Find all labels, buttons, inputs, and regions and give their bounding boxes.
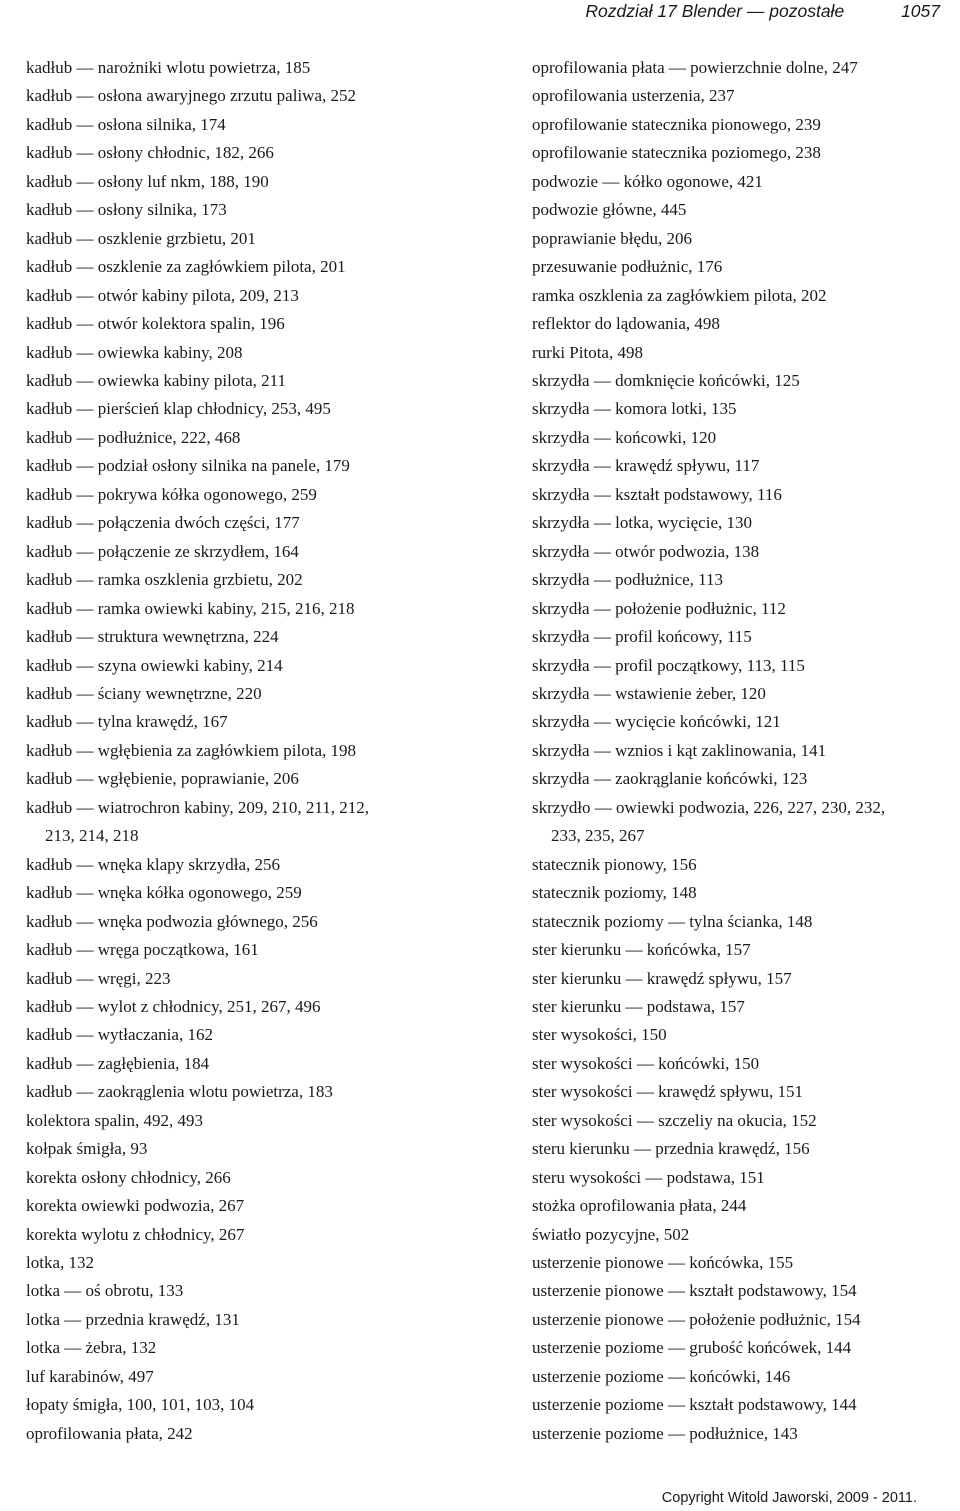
index-entry-text: ster wysokości — końcówki, 150 [532, 1053, 760, 1073]
index-entry [26, 1306, 496, 1334]
index-entry [532, 993, 942, 1021]
index-entry [532, 1192, 942, 1220]
index-entry [532, 168, 942, 196]
index-entry-text: usterzenie pionowe — położenie podłużnic, 154 [532, 1309, 861, 1329]
index-entry-text: kadłub — wylot z chłodnicy, 251, 267, 496 [26, 996, 321, 1016]
index-entry-text: kadłub — osłona awaryjnego zrzutu paliwa, 252 [26, 86, 356, 106]
index-entry [26, 54, 496, 82]
index-entry-text: usterzenie poziome — kształt podstawowy, 144 [532, 1395, 857, 1415]
index-entry-text: statecznik poziomy, 148 [532, 883, 697, 903]
index-entry-text: lotka — przednia krawędź, 131 [26, 1309, 240, 1329]
index-entry [26, 1363, 496, 1391]
index-entry [26, 395, 496, 423]
index-entry [532, 82, 942, 110]
index-entry-text: ster wysokości, 150 [532, 1025, 667, 1045]
index-entry-text: oprofilowanie statecznika pionowego, 239 [532, 114, 821, 134]
index-entry [26, 481, 496, 509]
index-entry [532, 595, 942, 623]
index-entry [26, 680, 496, 708]
index-entry-text: kołpak śmigła, 93 [26, 1139, 148, 1159]
index-entry [532, 196, 942, 224]
index-entry [532, 424, 942, 452]
index-entry-text: oprofilowanie statecznika poziomego, 238 [532, 143, 821, 163]
index-entry [26, 851, 496, 879]
index-entry [26, 310, 496, 338]
index-entry-text: kadłub — wiatrochron kabiny, 209, 210, 211, 212, [26, 797, 369, 817]
index-entry-text: kadłub — ramka oszklenia grzbietu, 202 [26, 570, 303, 590]
index-entry-text: kadłub — osłony chłodnic, 182, 266 [26, 143, 274, 163]
index-column-left [26, 54, 496, 1448]
index-entry-text: skrzydła — podłużnice, 113 [532, 570, 724, 590]
index-entry-text: skrzydło — owiewki podwozia, 226, 227, 230, 232, [532, 797, 886, 817]
index-entry [26, 282, 496, 310]
index-entry-text: ramka oszklenia za zagłówkiem pilota, 202 [532, 285, 827, 305]
index-entry [26, 367, 496, 395]
index-entry [532, 623, 942, 651]
index-entry [532, 1334, 942, 1362]
index-entry-text: skrzydła — kształt podstawowy, 116 [532, 484, 782, 504]
index-entry-text: kadłub — tylna krawędź, 167 [26, 712, 228, 732]
index-entry-text: kadłub — otwór kabiny pilota, 209, 213 [26, 285, 299, 305]
index-entry-text: korekta wylotu z chłodnicy, 267 [26, 1224, 245, 1244]
index-entry-text: kadłub — oszklenie grzbietu, 201 [26, 228, 256, 248]
index-entry-text: skrzydła — wstawienie żeber, 120 [532, 683, 766, 703]
index-entry-text: oprofilowania płata — powierzchnie dolne, 247 [532, 58, 858, 77]
index-entry-text: kadłub — pierścień klap chłodnicy, 253, 495 [26, 399, 331, 419]
index-entry-text: steru kierunku — przednia krawędź, 156 [532, 1139, 810, 1159]
index-entry [26, 225, 496, 253]
index-entry [532, 310, 942, 338]
index-entry [26, 566, 496, 594]
index-entry-text: skrzydła — zaokrąglanie końcówki, 123 [532, 769, 808, 789]
index-entry [532, 1135, 942, 1163]
index-entry [532, 1249, 942, 1277]
index-entry [26, 1391, 496, 1419]
index-entry-text: ster kierunku — podstawa, 157 [532, 996, 745, 1016]
index-entry-text: ster wysokości — szczeliy na okucia, 152 [532, 1110, 817, 1130]
index-entry [532, 851, 942, 879]
index-entry-text: ster wysokości — krawędź spływu, 151 [532, 1082, 804, 1102]
index-entry [532, 1221, 942, 1249]
index-entry [26, 139, 496, 167]
index-entry-text: kadłub — osłona silnika, 174 [26, 114, 226, 134]
index-entry [26, 111, 496, 139]
index-entry-text: kadłub — połączenia dwóch części, 177 [26, 513, 300, 533]
index-entry-text: kadłub — ramka owiewki kabiny, 215, 216, 218 [26, 598, 355, 618]
index-entry-text: skrzydła — krawędź spływu, 117 [532, 456, 760, 476]
index-entry [26, 1050, 496, 1078]
index-entry [26, 339, 496, 367]
index-entry-text: usterzenie pionowe — kształt podstawowy, 154 [532, 1281, 857, 1301]
index-entry [532, 367, 942, 395]
index-entry-text: kadłub — wgłębienia za zagłówkiem pilota, 198 [26, 740, 356, 760]
index-entry [26, 538, 496, 566]
index-entry [532, 965, 942, 993]
index-entry-text: kadłub — struktura wewnętrzna, 224 [26, 627, 279, 647]
index-entry [532, 282, 942, 310]
index-entry-continuation: 233, 235, 267 [551, 826, 645, 846]
index-entry-text: kadłub — otwór kolektora spalin, 196 [26, 314, 285, 334]
index-entry-text: kadłub — wnęka klapy skrzydła, 256 [26, 854, 280, 874]
index-entry [26, 993, 496, 1021]
index-entry-text: kadłub — osłony luf nkm, 188, 190 [26, 171, 269, 191]
index-entry [532, 1420, 942, 1448]
index-entry-text: kadłub — pokrywa kółka ogonowego, 259 [26, 484, 317, 504]
index-entry-text: lotka, 132 [26, 1253, 94, 1273]
index-entry-text: skrzydła — lotka, wycięcie, 130 [532, 513, 752, 533]
index-entry-text: skrzydła — profil końcowy, 115 [532, 627, 752, 647]
index-column-right [532, 54, 942, 1448]
index-entry [532, 481, 942, 509]
index-entry [26, 908, 496, 936]
index-entry-text: kadłub — zaokrąglenia wlotu powietrza, 183 [26, 1082, 333, 1102]
index-entry [26, 1221, 496, 1249]
index-entry-text: rurki Pitota, 498 [532, 342, 643, 362]
index-entry-text: ster kierunku — krawędź spływu, 157 [532, 968, 792, 988]
index-entry [26, 652, 496, 680]
index-entry [532, 794, 942, 851]
page-number: 1057 [901, 1, 940, 21]
index-entry [26, 1135, 496, 1163]
index-entry [26, 879, 496, 907]
index-entry [532, 225, 942, 253]
index-entry-text: kadłub — wytłaczania, 162 [26, 1025, 213, 1045]
index-entry-text: statecznik poziomy — tylna ścianka, 148 [532, 911, 813, 931]
index-entry-text: skrzydła — wznios i kąt zaklinowania, 141 [532, 740, 827, 760]
index-entry [532, 1078, 942, 1106]
index-entry [532, 879, 942, 907]
index-entry [532, 538, 942, 566]
index-entry-text: kadłub — ściany wewnętrzne, 220 [26, 683, 262, 703]
index-entry [26, 1420, 496, 1448]
index-entry-text: korekta owiewki podwozia, 267 [26, 1196, 245, 1216]
index-entry [532, 395, 942, 423]
index-entry-text: kadłub — wręgi, 223 [26, 968, 171, 988]
index-entry [26, 1021, 496, 1049]
index-entry [532, 139, 942, 167]
index-entry-text: skrzydła — otwór podwozia, 138 [532, 541, 760, 561]
index-entry-continuation: 213, 214, 218 [45, 826, 139, 846]
index-entry-text: kadłub — zagłębienia, 184 [26, 1053, 210, 1073]
index-entry [532, 566, 942, 594]
index-entry [26, 253, 496, 281]
index-entry-text: kadłub — narożniki wlotu powietrza, 185 [26, 58, 311, 77]
index-entry [26, 708, 496, 736]
index-entry-text: lotka — oś obrotu, 133 [26, 1281, 184, 1301]
index-entry [26, 737, 496, 765]
index-entry [532, 680, 942, 708]
index-entry-text: kadłub — wnęka podwozia głównego, 256 [26, 911, 318, 931]
index-entry [532, 339, 942, 367]
index-entry [26, 1249, 496, 1277]
index-entry-text: kolektora spalin, 492, 493 [26, 1110, 204, 1130]
index-entry [26, 794, 496, 851]
index-entry-text: światło pozycyjne, 502 [532, 1224, 690, 1244]
index-entry-text: przesuwanie podłużnic, 176 [532, 257, 723, 277]
index-entry [532, 1107, 942, 1135]
index-entry [532, 253, 942, 281]
index-entry-text: kadłub — wnęka kółka ogonowego, 259 [26, 883, 302, 903]
index-entry [26, 1107, 496, 1135]
index-entry [26, 424, 496, 452]
index-entry [26, 595, 496, 623]
index-entry-text: skrzydła — profil początkowy, 113, 115 [532, 655, 805, 675]
index-entry [532, 908, 942, 936]
index-entry [26, 1334, 496, 1362]
page-header [585, 0, 940, 24]
index-entry-text: oprofilowania płata, 242 [26, 1423, 193, 1443]
index-entry [532, 1363, 942, 1391]
index-entry-text: usterzenie poziome — podłużnice, 143 [532, 1423, 798, 1443]
index-entry [26, 1078, 496, 1106]
index-entry [26, 509, 496, 537]
index-entry [532, 509, 942, 537]
index-entry-text: poprawianie błędu, 206 [532, 228, 693, 248]
index-entry-text: oprofilowania usterzenia, 237 [532, 86, 735, 106]
index-entry [26, 82, 496, 110]
index-entry-text: kadłub — podział osłony silnika na panele, 179 [26, 456, 350, 476]
index-entry-text: usterzenie poziome — grubość końcówek, 144 [532, 1338, 852, 1358]
index-entry [532, 737, 942, 765]
index-entry [532, 652, 942, 680]
index-entry-text: reflektor do lądowania, 498 [532, 314, 720, 334]
index-entry [532, 1391, 942, 1419]
index-entry [26, 965, 496, 993]
index-entry-text: usterzenie pionowe — końcówka, 155 [532, 1253, 794, 1273]
index-entry [532, 452, 942, 480]
index-entry [532, 111, 942, 139]
index-entry-text: lotka — żebra, 132 [26, 1338, 157, 1358]
copyright-footer: Copyright Witold Jaworski, 2009 - 2011. [661, 1490, 917, 1506]
index-entry [26, 1192, 496, 1220]
index-entry [532, 1021, 942, 1049]
index-entry-text: kadłub — owiewka kabiny, 208 [26, 342, 243, 362]
index-entry-text: steru wysokości — podstawa, 151 [532, 1167, 765, 1187]
index-entry-text: kadłub — podłużnice, 222, 468 [26, 427, 241, 447]
index-entry [532, 1277, 942, 1305]
index-entry-text: kadłub — wręga początkowa, 161 [26, 940, 259, 960]
index-entry [26, 1277, 496, 1305]
index-entry-text: korekta osłony chłodnicy, 266 [26, 1167, 231, 1187]
index-entry [532, 1050, 942, 1078]
index-entry-text: skrzydła — wycięcie końcówki, 121 [532, 712, 781, 732]
index-entry [532, 765, 942, 793]
index-entry [26, 1164, 496, 1192]
index-entry [26, 168, 496, 196]
index-entry-text: łopaty śmigła, 100, 101, 103, 104 [26, 1395, 255, 1415]
index-entry [26, 765, 496, 793]
index-entry-text: skrzydła — położenie podłużnic, 112 [532, 598, 786, 618]
index-entry-text: kadłub — owiewka kabiny pilota, 211 [26, 370, 286, 390]
index-entry-text: podwozie główne, 445 [532, 200, 687, 220]
index-entry-text: stożka oprofilowania płata, 244 [532, 1196, 747, 1216]
index-entry-text: ster kierunku — końcówka, 157 [532, 940, 751, 960]
index-entry-text: kadłub — osłony silnika, 173 [26, 200, 227, 220]
chapter-title: Rozdział 17 Blender — pozostałe [585, 1, 845, 21]
index-entry-text: kadłub — szyna owiewki kabiny, 214 [26, 655, 283, 675]
index-entry-text: luf karabinów, 497 [26, 1366, 154, 1386]
index-entry-text: kadłub — połączenie ze skrzydłem, 164 [26, 541, 299, 561]
index-entry [532, 708, 942, 736]
index-entry-text: statecznik pionowy, 156 [532, 854, 697, 874]
index-entry [26, 936, 496, 964]
index-entry [26, 196, 496, 224]
index-entry [532, 54, 942, 82]
index-entry-text: kadłub — oszklenie za zagłówkiem pilota, 201 [26, 257, 346, 277]
index-entry [532, 936, 942, 964]
index-entry-text: skrzydła — komora lotki, 135 [532, 399, 737, 419]
index-entry [532, 1306, 942, 1334]
index-entry-text: skrzydła — domknięcie końcówki, 125 [532, 370, 800, 390]
index-entry [26, 452, 496, 480]
index-entry-text: usterzenie poziome — końcówki, 146 [532, 1366, 791, 1386]
index-entry-text: podwozie — kółko ogonowe, 421 [532, 171, 763, 191]
index-entry [532, 1164, 942, 1192]
index-entry [26, 623, 496, 651]
index-entry-text: kadłub — wgłębienie, poprawianie, 206 [26, 769, 299, 789]
index-entry-text: skrzydła — końcowki, 120 [532, 427, 717, 447]
